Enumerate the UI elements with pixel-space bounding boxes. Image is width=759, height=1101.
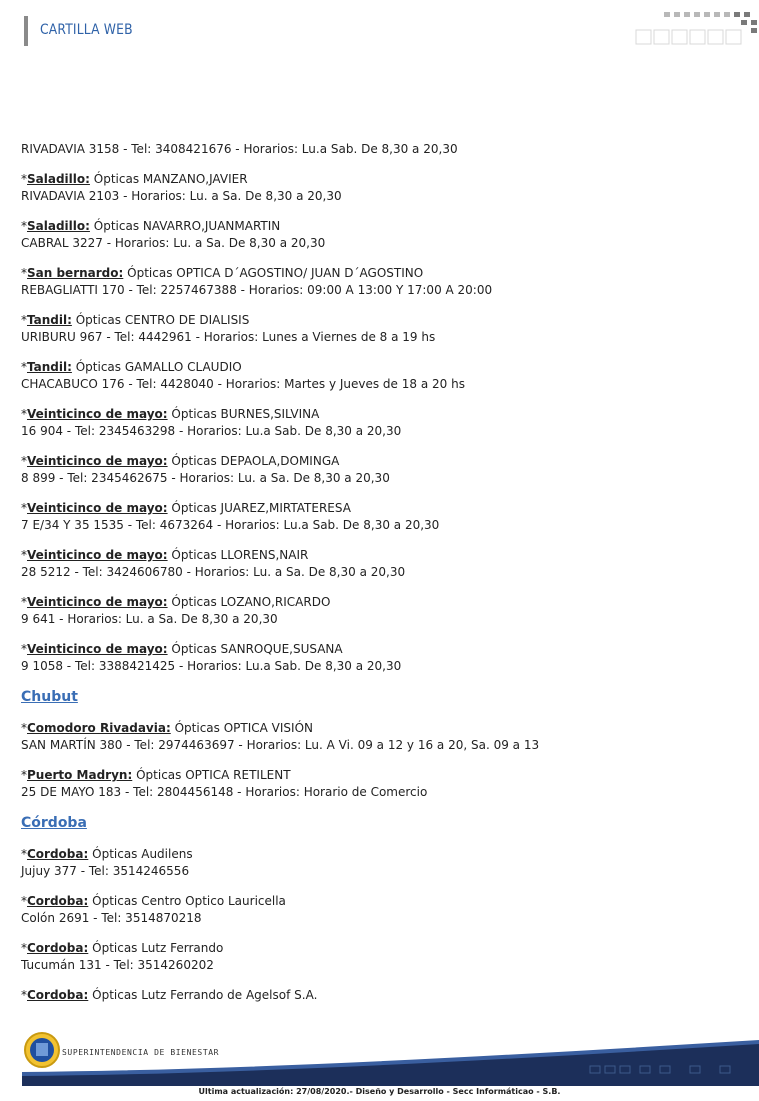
- bullet-asterisk: *: [21, 454, 27, 468]
- optica-entry: [21, 500, 741, 534]
- bullet-asterisk: *: [21, 941, 27, 955]
- entry-locality: Veinticinco de mayo:: [27, 548, 168, 562]
- province-heading-chubut[interactable]: Chubut: [21, 689, 78, 705]
- bullet-asterisk: *: [21, 219, 27, 233]
- entry-title-line: [21, 406, 741, 423]
- bullet-asterisk: *: [21, 595, 27, 609]
- entry-detail: Tucumán 131 - Tel: 3514260202: [21, 958, 214, 972]
- entry-locality: Tandil:: [27, 313, 72, 327]
- entry-name: Ópticas LLORENS,NAIR: [171, 548, 309, 562]
- entry-title-line: [21, 453, 741, 470]
- entry-name: Ópticas DEPAOLA,DOMINGA: [171, 454, 340, 468]
- header-squares-decoration: [634, 10, 759, 50]
- entry-title-line: [21, 312, 741, 329]
- entry-title-line: [21, 893, 741, 910]
- optica-entry: [21, 359, 741, 393]
- entry-detail: REBAGLIATTI 170 - Tel: 2257467388 - Horarios: 09:00 A 13:00 Y 17:00 A 20:00: [21, 283, 493, 297]
- optica-entry: [21, 312, 741, 346]
- entries-buenos-aires: [21, 171, 741, 675]
- entry-detail: 8 899 - Tel: 2345462675 - Horarios: Lu. a Sa. De 8,30 a 20,30: [21, 471, 390, 485]
- bullet-asterisk: *: [21, 501, 27, 515]
- entry-name: Ópticas Centro Optico Lauricella: [92, 894, 286, 908]
- entry-title-line: [21, 987, 741, 1004]
- entry-title-line: [21, 218, 741, 235]
- optica-entry: [21, 594, 741, 628]
- optica-entry: [21, 987, 741, 1004]
- bullet-asterisk: *: [21, 721, 27, 735]
- entry-title-line: [21, 940, 741, 957]
- entry-locality: Saladillo:: [27, 219, 90, 233]
- entry-title-line: [21, 846, 741, 863]
- bullet-asterisk: *: [21, 360, 27, 374]
- optica-entry: [21, 767, 741, 801]
- entry-locality: Veinticinco de mayo:: [27, 407, 168, 421]
- optica-entry: [21, 846, 741, 880]
- bullet-asterisk: *: [21, 894, 27, 908]
- bullet-asterisk: *: [21, 642, 27, 656]
- entry-locality: Veinticinco de mayo:: [27, 595, 168, 609]
- entry-locality: Tandil:: [27, 360, 72, 374]
- listing-content: [21, 141, 741, 1017]
- entry-name: Ópticas MANZANO,JAVIER: [93, 172, 248, 186]
- entry-detail: SAN MARTÍN 380 - Tel: 2974463697 - Horarios: Lu. A Vi. 09 a 12 y 16 a 20, Sa. 09 a 13: [21, 738, 540, 752]
- entry-locality: Veinticinco de mayo:: [27, 642, 168, 656]
- entry-title-line: [21, 720, 741, 737]
- header-accent-bar: [24, 16, 28, 46]
- entry-detail: CABRAL 3227 - Horarios: Lu. a Sa. De 8,30 a 20,30: [21, 236, 326, 250]
- entry-title-line: [21, 359, 741, 376]
- entry-detail: RIVADAVIA 2103 - Horarios: Lu. a Sa. De 8,30 a 20,30: [21, 189, 342, 203]
- entry-detail: Jujuy 377 - Tel: 3514246556: [21, 864, 190, 878]
- entry-name: Ópticas OPTICA D´AGOSTINO/ JUAN D´AGOSTINO: [127, 266, 424, 280]
- footer-last-update: Ultima actualización: 27/08/2020.- Diseño y Desarrollo - Secc Informáticao - S.B.: [198, 1087, 561, 1096]
- bullet-asterisk: *: [21, 407, 27, 421]
- entry-locality: Comodoro Rivadavia:: [27, 721, 171, 735]
- entry-title-line: [21, 265, 741, 282]
- header-title: CARTILLA WEB: [40, 22, 133, 38]
- continued-address-line: RIVADAVIA 3158 - Tel: 3408421676 - Horarios: Lu.a Sab. De 8,30 a 20,30: [21, 142, 458, 156]
- optica-entry: [21, 171, 741, 205]
- entry-locality: Veinticinco de mayo:: [27, 501, 168, 515]
- entries-cordoba: [21, 846, 741, 1004]
- optica-entry: [21, 406, 741, 440]
- entry-title-line: [21, 641, 741, 658]
- entry-locality: Cordoba:: [27, 941, 89, 955]
- optica-entry: [21, 453, 741, 487]
- entry-name: Ópticas NAVARRO,JUANMARTIN: [93, 219, 281, 233]
- entry-name: Ópticas GAMALLO CLAUDIO: [75, 360, 242, 374]
- footer-wave-band: [0, 1028, 759, 1088]
- entry-detail: 16 904 - Tel: 2345463298 - Horarios: Lu.a Sab. De 8,30 a 20,30: [21, 424, 402, 438]
- entry-title-line: [21, 500, 741, 517]
- entry-title-line: [21, 547, 741, 564]
- optica-entry: [21, 547, 741, 581]
- optica-entry: [21, 720, 741, 754]
- entry-locality: Puerto Madryn:: [27, 768, 133, 782]
- entry-name: Ópticas Audilens: [92, 847, 193, 861]
- entry-title-line: [21, 767, 741, 784]
- entry-name: Ópticas Lutz Ferrando: [92, 941, 224, 955]
- entry-locality: San bernardo:: [27, 266, 124, 280]
- entry-detail: CHACABUCO 176 - Tel: 4428040 - Horarios: Martes y Jueves de 18 a 20 hs: [21, 377, 465, 391]
- bullet-asterisk: *: [21, 266, 27, 280]
- entry-detail: 7 E/34 Y 35 1535 - Tel: 4673264 - Horarios: Lu.a Sab. De 8,30 a 20,30: [21, 518, 440, 532]
- entry-name: Ópticas SANROQUE,SUSANA: [171, 642, 343, 656]
- bullet-asterisk: *: [21, 172, 27, 186]
- entry-detail: 9 1058 - Tel: 3388421425 - Horarios: Lu.a Sab. De 8,30 a 20,30: [21, 659, 402, 673]
- entry-name: Ópticas OPTICA RETILENT: [136, 768, 291, 782]
- entry-name: Ópticas LOZANO,RICARDO: [171, 595, 331, 609]
- province-heading-cordoba[interactable]: Córdoba: [21, 815, 87, 831]
- optica-entry: [21, 893, 741, 927]
- bullet-asterisk: *: [21, 847, 27, 861]
- optica-entry: [21, 641, 741, 675]
- bullet-asterisk: *: [21, 548, 27, 562]
- entry-locality: Cordoba:: [27, 988, 89, 1002]
- seal-logo-icon: [25, 1033, 59, 1067]
- entry-detail: Colón 2691 - Tel: 3514870218: [21, 911, 202, 925]
- optica-entry: [21, 940, 741, 974]
- optica-entry: [21, 218, 741, 252]
- entry-locality: Cordoba:: [27, 847, 89, 861]
- page-footer: [0, 1028, 759, 1101]
- entries-chubut: [21, 720, 741, 801]
- entry-title-line: [21, 594, 741, 611]
- entry-locality: Saladillo:: [27, 172, 90, 186]
- entry-detail: 9 641 - Horarios: Lu. a Sa. De 8,30 a 20,30: [21, 612, 278, 626]
- entry-detail: URIBURU 967 - Tel: 4442961 - Horarios: Lunes a Viernes de 8 a 19 hs: [21, 330, 436, 344]
- entry-locality: Cordoba:: [27, 894, 89, 908]
- entry-name: Ópticas OPTICA VISIÓN: [174, 721, 313, 735]
- entry-name: Ópticas CENTRO DE DIALISIS: [75, 313, 250, 327]
- bullet-asterisk: *: [21, 988, 27, 1002]
- entry-detail: 28 5212 - Tel: 3424606780 - Horarios: Lu. a Sa. De 8,30 a 20,30: [21, 565, 406, 579]
- footer-organization-name: SUPERINTENDENCIA DE BIENESTAR: [62, 1048, 220, 1057]
- entry-detail: 25 DE MAYO 183 - Tel: 2804456148 - Horarios: Horario de Comercio: [21, 785, 428, 799]
- entry-name: Ópticas BURNES,SILVINA: [171, 407, 320, 421]
- entry-name: Ópticas Lutz Ferrando de Agelsof S.A.: [92, 988, 318, 1002]
- entry-name: Ópticas JUAREZ,MIRTATERESA: [171, 501, 351, 515]
- bullet-asterisk: *: [21, 768, 27, 782]
- entry-locality: Veinticinco de mayo:: [27, 454, 168, 468]
- page-header: [0, 0, 759, 60]
- optica-entry: [21, 265, 741, 299]
- bullet-asterisk: *: [21, 313, 27, 327]
- entry-title-line: [21, 171, 741, 188]
